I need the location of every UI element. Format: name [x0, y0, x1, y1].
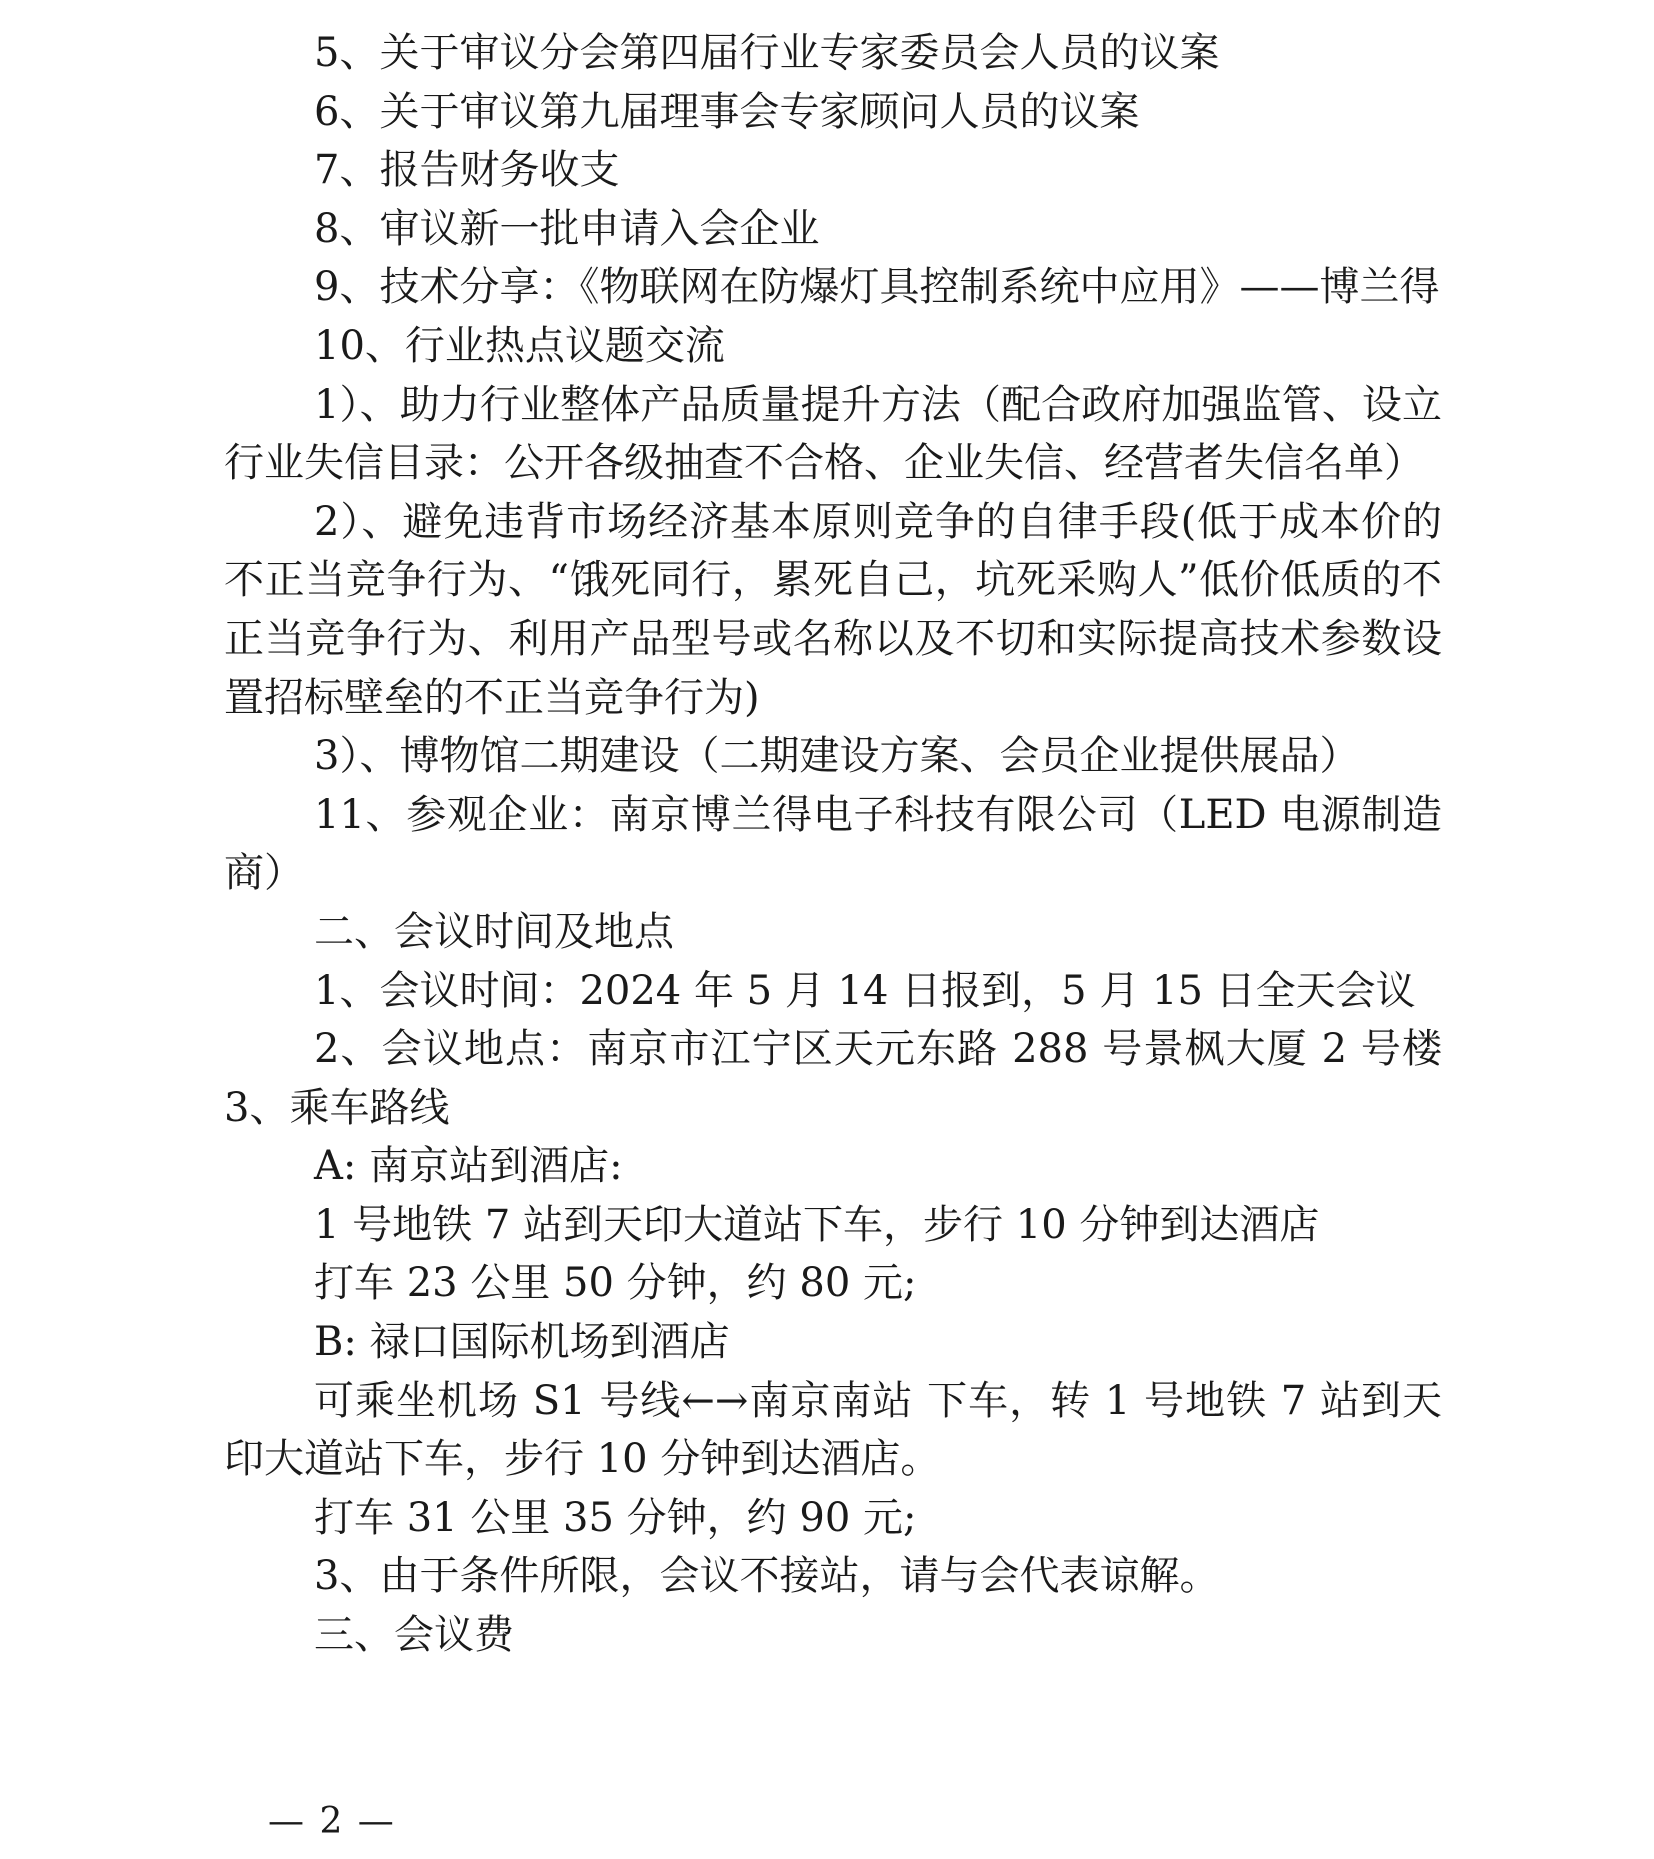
agenda-item-6: 6、关于审议第九届理事会专家顾问人员的议案 [314, 88, 1140, 135]
topic-item-2: 2）、避免违背市场经济基本原则竞争的自律手段(低于成本价的不正当竞争行为、“饿死同行，累死自己，坑死采购人”低价低质的不正当竞争行为、利用产品型号或名称以及不切和实际提高技术参数设置招标壁垒的不正当竞争行为) [224, 498, 1442, 721]
meeting-time: 1、会议时间：2024 年 5 月 14 日报到，5 月 15 日全天会议 [314, 967, 1416, 1014]
pickup-note: 3、由于条件所限，会议不接站，请与会代表谅解。 [314, 1553, 1220, 1600]
document-body [224, 24, 1442, 1665]
section-heading-time-location: 二、会议时间及地点 [314, 908, 674, 955]
section-heading-fee: 三、会议费 [314, 1612, 514, 1659]
route-a-metro: 1 号地铁 7 站到天印大道站下车，步行 10 分钟到达酒店 [314, 1201, 1320, 1248]
topic-item-1: 1）、助力行业整体产品质量提升方法（配合政府加强监管、设立行业失信目录：公开各级抽查不合格、企业失信、经营者失信名单） [224, 381, 1442, 487]
route-b-metro: 可乘坐机场 S1 号线←→南京南站 下车，转 1 号地铁 7 站到天印大道站下车，步行 10 分钟到达酒店。 [224, 1377, 1442, 1483]
topic-item-3: 3）、博物馆二期建设（二期建设方案、会员企业提供展品） [314, 733, 1360, 780]
agenda-item-7: 7、报告财务收支 [314, 147, 620, 194]
route-a-heading: A: 南京站到酒店: [314, 1143, 623, 1190]
agenda-item-9: 9、技术分享：《物联网在防爆灯具控制系统中应用》——博兰得 [314, 264, 1440, 311]
agenda-item-10: 10、行业热点议题交流 [314, 322, 725, 369]
agenda-item-11: 11、参观企业：南京博兰得电子科技有限公司（LED 电源制造商） [224, 791, 1442, 897]
route-b-taxi: 打车 31 公里 35 分钟，约 90 元; [314, 1494, 917, 1541]
meeting-location: 2、会议地点：南京市江宁区天元东路 288 号景枫大厦 2 号楼 3、乘车路线 [224, 1026, 1442, 1131]
agenda-item-8: 8、审议新一批申请入会企业 [314, 205, 820, 252]
route-b-heading: B: 禄口国际机场到酒店 [314, 1319, 730, 1366]
route-a-taxi: 打车 23 公里 50 分钟，约 80 元; [314, 1260, 917, 1307]
page-number: — 2 — [268, 1801, 396, 1842]
agenda-item-5: 5、关于审议分会第四届行业专家委员会人员的议案 [314, 30, 1220, 76]
